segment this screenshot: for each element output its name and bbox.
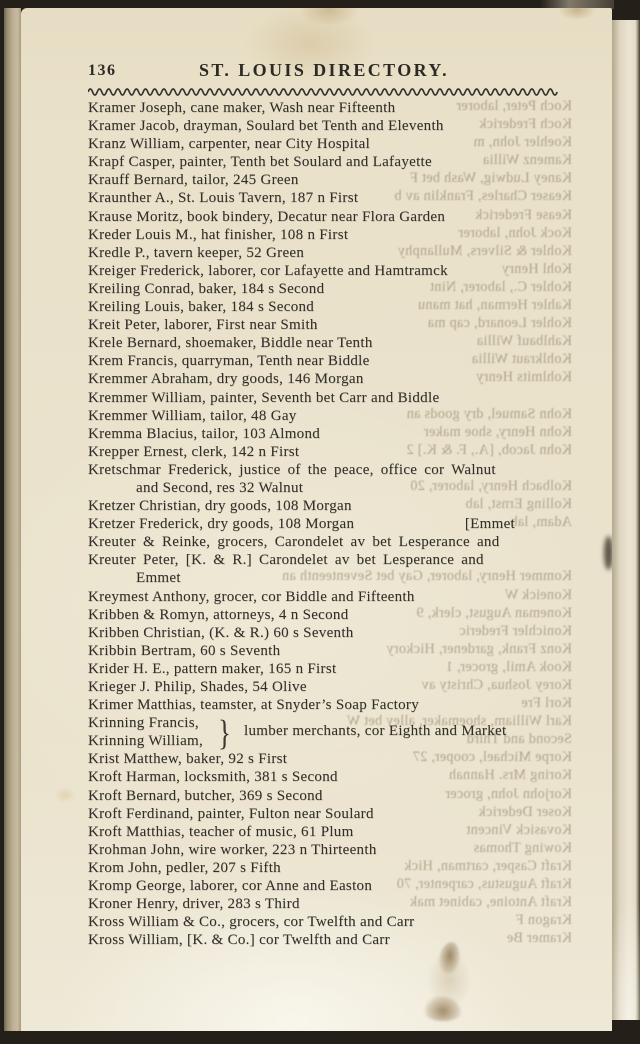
entry-text: Kreymest Anthony, grocer, cor Biddle and Fifteenth bbox=[88, 588, 415, 605]
ghost-line: Kock John, laborer bbox=[458, 224, 572, 241]
entry-text: Kreiger Frederick, laborer, cor Lafayette and Hamtramck bbox=[88, 262, 448, 279]
directory-entry bbox=[88, 461, 560, 479]
entry-text: Krimer Matthias, teamster, at Snyder’s Soap Factory bbox=[88, 697, 420, 714]
entry-text: Krohman John, wire worker, 223 n Thirteenth bbox=[88, 841, 377, 858]
entry-catchword: [Emmet bbox=[464, 516, 515, 533]
directory-entry bbox=[88, 497, 560, 515]
directory-entry bbox=[88, 823, 560, 841]
directory-entry bbox=[88, 425, 560, 443]
decorative-wavy-rule bbox=[88, 85, 560, 96]
directory-entry bbox=[88, 660, 560, 678]
ghost-line: Kahler Herman, hat manu bbox=[417, 297, 572, 314]
entry-text: Kroft Bernard, butcher, 369 s Second bbox=[88, 787, 323, 804]
directory-entry bbox=[88, 877, 560, 895]
entry-text: Kroft Harman, locksmith, 381 s Second bbox=[88, 769, 338, 786]
entry-text: Emmet bbox=[136, 570, 181, 587]
ink-stain-blot bbox=[425, 996, 461, 1021]
entry-text: Krele Bernard, shoemaker, Biddle near Tenth bbox=[88, 335, 373, 352]
entry-text: Kremmer Abraham, dry goods, 146 Morgan bbox=[88, 371, 364, 388]
entry-text: Kreit Peter, laborer, First near Smith bbox=[88, 317, 318, 334]
ghost-line: Koehler John, m bbox=[473, 134, 572, 151]
entry-text: Kremmer William, tailor, 48 Gay bbox=[88, 407, 297, 424]
ghost-line: Kahlbauf Willia bbox=[476, 333, 572, 350]
directory-entry bbox=[88, 768, 560, 786]
ghost-line: Kease Frederick bbox=[474, 206, 572, 223]
directory-entry: Krinning William, bbox=[88, 733, 204, 750]
entry-text: Krider H. E., pattern maker, 165 n First bbox=[88, 660, 337, 677]
entry-text: Kross William, [K. & Co.] cor Twelfth and Carr bbox=[88, 932, 390, 949]
ghost-line: Kohn Henry, shoe maker bbox=[423, 423, 572, 440]
entry-text: Kremmer William, painter, Seventh bet Carr and Biddle bbox=[88, 389, 440, 406]
entry-text: Krapf Casper, painter, Tenth bet Soulard and Lafayette bbox=[88, 154, 432, 171]
directory-entry bbox=[88, 859, 560, 877]
directory-entry bbox=[88, 189, 560, 207]
directory-entry bbox=[88, 913, 560, 931]
entry-text: Krem Francis, quarryman, Tenth near Biddle bbox=[88, 353, 370, 370]
ghost-line: Kook Amil, grocer, 1 bbox=[445, 658, 572, 675]
ghost-line: Kaney Ludwig, Wash bet F bbox=[409, 170, 572, 187]
entry-text: Kroner Henry, driver, 283 s Third bbox=[88, 896, 300, 913]
entry-text: Krist Matthew, baker, 92 s First bbox=[88, 751, 288, 768]
entry-text: Krepper Ernest, clerk, 142 n First bbox=[88, 443, 300, 460]
directory-entry bbox=[88, 208, 560, 226]
ghost-line: Koring Mrs. Hannah bbox=[448, 767, 572, 784]
directory-entry bbox=[88, 678, 560, 696]
entry-text: Kraunther A., St. Louis Tavern, 187 n First bbox=[88, 190, 359, 207]
ghost-line: Karl William, shoemaker, alley bet W bbox=[346, 713, 572, 730]
entry-text: Kremma Blacius, tailor, 103 Almond bbox=[88, 425, 321, 442]
directory-entry bbox=[88, 407, 560, 425]
ghost-line: Kommer Henry, laborer, Gay bet Seventeenth an bbox=[281, 568, 572, 585]
directory-entry bbox=[88, 479, 560, 497]
entry-text: Kromp George, laborer, cor Anne and Easton bbox=[88, 878, 373, 895]
adjacent-page-edge bbox=[612, 20, 640, 1020]
entry-text: Krauff Bernard, tailor, 245 Green bbox=[88, 172, 299, 189]
entry-text: Kribben Christian, (K. & R.) 60 s Seventh bbox=[88, 624, 354, 641]
entry-text: Kribben & Romyn, attorneys, 4 n Second bbox=[88, 606, 349, 623]
directory-entry bbox=[88, 606, 560, 624]
ghost-line: Keaser Charles, Franklin av b bbox=[394, 188, 572, 205]
entry-text: Kredle P., tavern keeper, 52 Green bbox=[88, 244, 305, 261]
ghost-line: Korl Fre bbox=[521, 695, 572, 712]
directory-entry bbox=[88, 443, 560, 461]
ghost-line: Kohn Jacob, [A., F. & K.] 2 bbox=[406, 441, 572, 458]
entry-text: Kribbin Bertram, 60 s Seventh bbox=[88, 642, 281, 659]
ghost-line: Koneick W bbox=[504, 586, 572, 603]
directory-entry bbox=[88, 551, 560, 569]
directory-entry bbox=[88, 696, 560, 714]
ghost-line: Kovasick Vincent bbox=[466, 821, 572, 838]
directory-entry bbox=[88, 895, 560, 913]
directory-entry bbox=[88, 298, 560, 316]
ghost-line: Adam, lab bbox=[510, 514, 572, 531]
ghost-line: Kohl Henry bbox=[501, 260, 572, 277]
directory-entry bbox=[88, 624, 560, 642]
directory-entry bbox=[88, 117, 560, 135]
directory-entry bbox=[88, 805, 560, 823]
ghost-line: Kohlkraut Willia bbox=[471, 351, 572, 368]
entry-text: Krieger J. Philip, Shades, 54 Olive bbox=[88, 679, 307, 695]
ghost-line: Kragon F bbox=[515, 912, 572, 929]
directory-entry bbox=[88, 153, 560, 171]
entry-text: Kramer Jacob, drayman, Soulard bet Tenth and Eleventh bbox=[88, 118, 444, 135]
entry-text: and Second, res 32 Walnut bbox=[136, 479, 304, 496]
directory-entry bbox=[88, 334, 560, 352]
ghost-line: Kraft Casper, cartman, Hick bbox=[404, 857, 572, 874]
page-title: ST. LOUIS DIRECTORY. bbox=[198, 60, 450, 80]
entry-text: Kross William & Co., grocers, cor Twelfth and Carr bbox=[88, 914, 415, 931]
entry-text: Kretzer Christian, dry goods, 108 Morgan bbox=[88, 498, 352, 515]
ghost-line: Kolbach Henry, laborer, 20 bbox=[410, 477, 572, 494]
directory-entry bbox=[88, 135, 560, 153]
entry-text: Kretschmar Frederick, justice of the peace, office cor Walnut bbox=[88, 461, 496, 478]
directory-entry bbox=[88, 588, 560, 606]
ghost-line: Koneman August, clerk, 9 bbox=[416, 604, 572, 621]
entry-text: Kreuter Peter, [K. & R.] Carondelet av bet Lesperance and bbox=[88, 552, 484, 569]
directory-entry bbox=[88, 262, 560, 280]
entry-text: Kretzer Frederick, dry goods, 108 Morgan bbox=[88, 516, 355, 533]
ghost-line: Kraft Augustus, carpenter, 70 bbox=[396, 876, 572, 893]
ghost-line: Kohler C., laborer, Nint bbox=[429, 278, 572, 295]
ghost-line: Second and Third bbox=[466, 731, 572, 748]
ghost-line: Kramer Be bbox=[506, 930, 572, 947]
ghost-line: Koch Peter, laborer bbox=[456, 98, 572, 114]
ghost-line: Kraft Antoine, cabinet mak bbox=[409, 894, 572, 911]
entry-text: Kramer Joseph, cane maker, Wash near Fifteenth bbox=[88, 100, 396, 116]
ghost-line: Koser Dederick bbox=[478, 803, 572, 820]
directory-entry bbox=[88, 316, 560, 334]
directory-entry bbox=[88, 931, 560, 949]
directory-entry bbox=[88, 533, 560, 551]
ghost-line: Kohn Samuel, dry goods an bbox=[406, 405, 572, 422]
directory-entry bbox=[88, 370, 560, 388]
ghost-line: Korpe Michael, cooper, 27 bbox=[412, 749, 572, 766]
directory-entry bbox=[88, 99, 560, 117]
brace-glyph: } bbox=[218, 712, 231, 753]
directory-entry: Krinning Francis, bbox=[88, 715, 199, 732]
directory-entry bbox=[88, 750, 560, 768]
ghost-line: Korey Joshua, Christy av bbox=[421, 677, 572, 693]
ghost-line: Konz Frank, gardener, Hickory bbox=[386, 640, 572, 657]
brace-entry-group bbox=[88, 712, 560, 753]
entry-text: Kreiling Conrad, baker, 184 s Second bbox=[88, 280, 325, 297]
decorative-rule-path bbox=[88, 89, 557, 95]
page-number: 136 bbox=[88, 62, 117, 79]
directory-entry bbox=[88, 841, 560, 859]
directory-entry bbox=[88, 171, 560, 189]
ghost-line: Kamenz Willia bbox=[482, 152, 572, 169]
entry-text: Kreiling Louis, baker, 184 s Second bbox=[88, 299, 315, 316]
directory-entry bbox=[88, 389, 560, 407]
entry-text: Krom John, pedler, 207 s Fifth bbox=[88, 859, 281, 876]
page-content bbox=[88, 60, 560, 949]
entry-text: Kroft Ferdinand, painter, Fulton near Soulard bbox=[88, 805, 374, 822]
page-header bbox=[88, 60, 560, 84]
directory-entries bbox=[88, 99, 560, 949]
ghost-line: Koch Frederick bbox=[479, 116, 572, 133]
directory-entry bbox=[88, 226, 560, 244]
entry-text: Kranz William, carpenter, near City Hospital bbox=[88, 136, 371, 153]
page-surface bbox=[21, 8, 612, 1031]
ghost-line: Kolling Ernst, lab bbox=[465, 496, 572, 513]
entry-text: Kreuter & Reinke, grocers, Carondelet av bet Lesperance and bbox=[88, 534, 500, 551]
ghost-line: Korjohn John, grocer bbox=[445, 785, 572, 802]
directory-entry bbox=[88, 642, 560, 660]
ghost-line: Kohler Leonard, cap ma bbox=[427, 315, 572, 332]
directory-entry bbox=[88, 515, 560, 533]
entry-text: Kreder Louis M., hat finisher, 108 n First bbox=[88, 226, 349, 243]
directory-entry bbox=[88, 569, 560, 587]
ghost-line: Kohler & Silvers, Mullanphy bbox=[397, 242, 572, 259]
ghost-line: Konichler Frederic bbox=[459, 622, 572, 639]
ghost-line: Kowing Thomas bbox=[473, 839, 572, 856]
entry-text: Krause Moritz, book bindery, Decatur near Flora Garden bbox=[88, 208, 446, 225]
directory-entry bbox=[88, 352, 560, 370]
directory-entry bbox=[88, 787, 560, 805]
ghost-line: Kohlmits Henry bbox=[475, 369, 572, 386]
book-binding-edge bbox=[4, 8, 21, 1031]
entry-text: Kroft Matthias, teacher of music, 61 Plum bbox=[88, 823, 354, 840]
directory-entry bbox=[88, 244, 560, 262]
brace-shared-description: lumber merchants, cor Eighth and Market bbox=[244, 723, 507, 740]
directory-entry bbox=[88, 280, 560, 298]
